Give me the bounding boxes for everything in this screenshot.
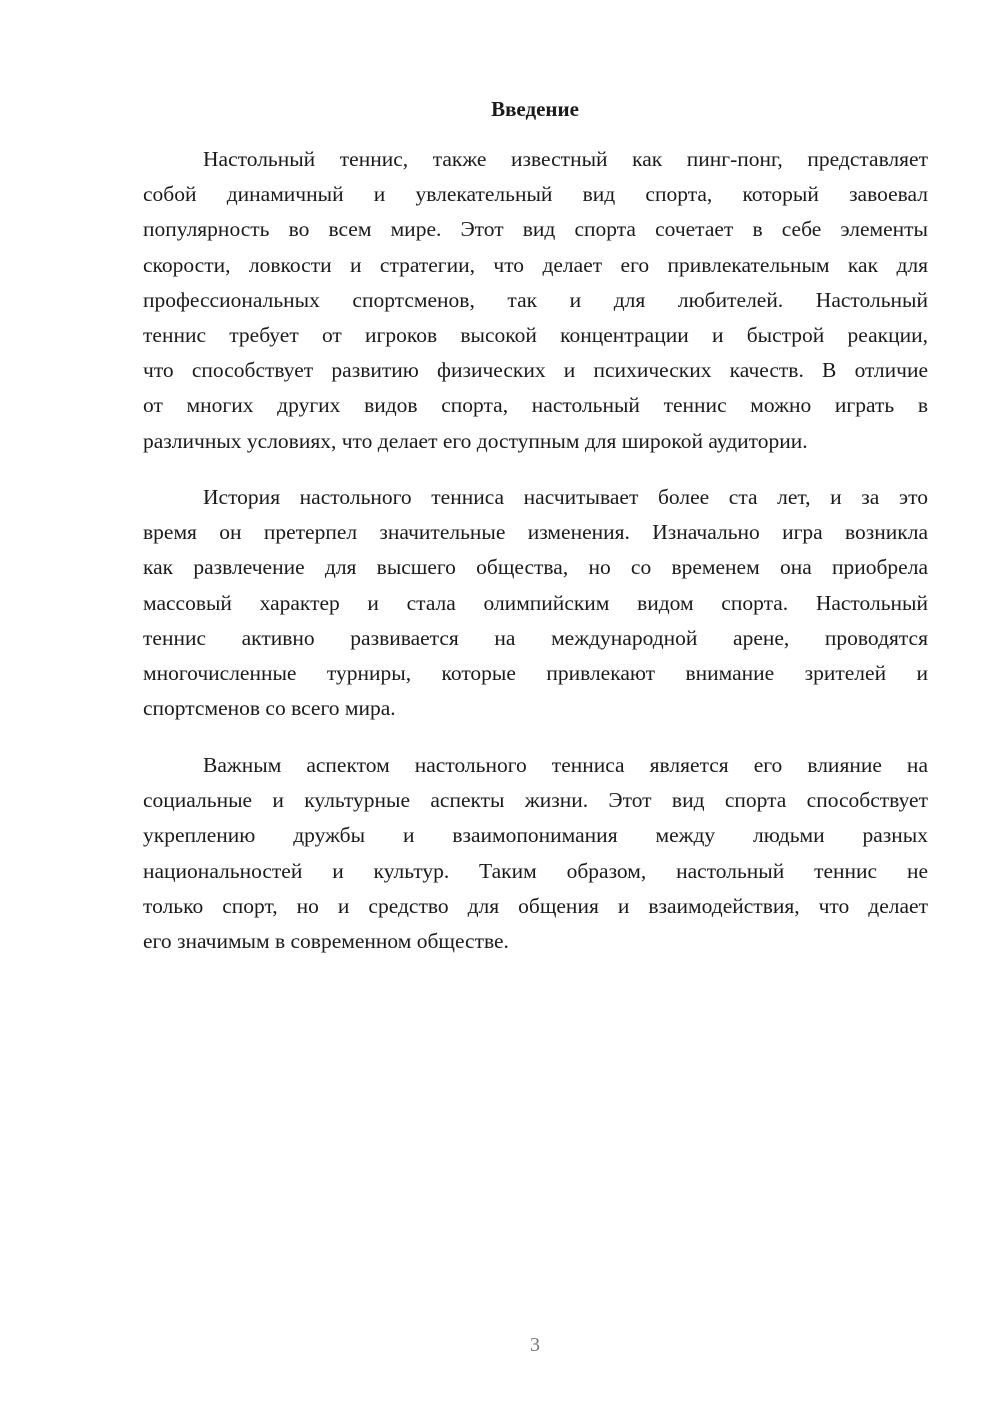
text-line: социальные и культурные аспекты жизни. Этот вид спорта способствует [143,788,928,813]
paragraph-3 [143,748,928,959]
text-line: теннис требует от игроков высокой концентрации и быстрой реакции, [143,322,928,347]
text-line: только спорт, но и средство для общения и взаимодействия, что делает [143,893,928,918]
text-line: популярность во всем мире. Этот вид спорта сочетает в себе элементы [143,217,928,242]
text-line: скорости, ловкости и стратегии, что делает его привлекательным как для [143,252,928,277]
text-line: Важным аспектом настольного тенниса является его влияние на [203,753,928,777]
text-line: время он претерпел значительные изменения. Изначально игра возникла [143,520,928,545]
text-line: его значимым в современном обществе. [143,928,509,953]
page-number: 3 [530,1334,540,1356]
text-line: что способствует развитию физических и психических качеств. В отличие [143,358,928,383]
text-line: как развлечение для высшего общества, но со временем она приобрела [143,555,928,580]
text-line: спортсменов со всего мира. [143,696,396,721]
text-line: Настольный теннис, также известный как пинг-понг, представляет [203,147,928,171]
text-line: массовый характер и стала олимпийским видом спорта. Настольный [143,590,928,615]
text-line: укреплению дружбы и взаимопонимания между людьми разных [143,823,928,848]
paragraph-2 [143,480,928,726]
paragraph-1 [143,142,928,459]
text-line: многочисленные турниры, которые привлекают внимание зрителей и [143,660,928,685]
text-line: от многих других видов спорта, настольный теннис можно играть в [143,393,928,418]
text-line: собой динамичный и увлекательный вид спорта, который завоевал [143,182,928,207]
text-line: национальностей и культур. Таким образом, настольный теннис не [143,858,928,883]
section-title: Введение [491,97,579,121]
text-line: теннис активно развивается на международной арене, проводятся [143,625,928,650]
text-line: История настольного тенниса насчитывает более ста лет, и за это [203,485,928,509]
text-line: различных условиях, что делает его доступным для широкой аудитории. [143,428,808,453]
text-line: профессиональных спортсменов, так и для любителей. Настольный [143,287,928,312]
